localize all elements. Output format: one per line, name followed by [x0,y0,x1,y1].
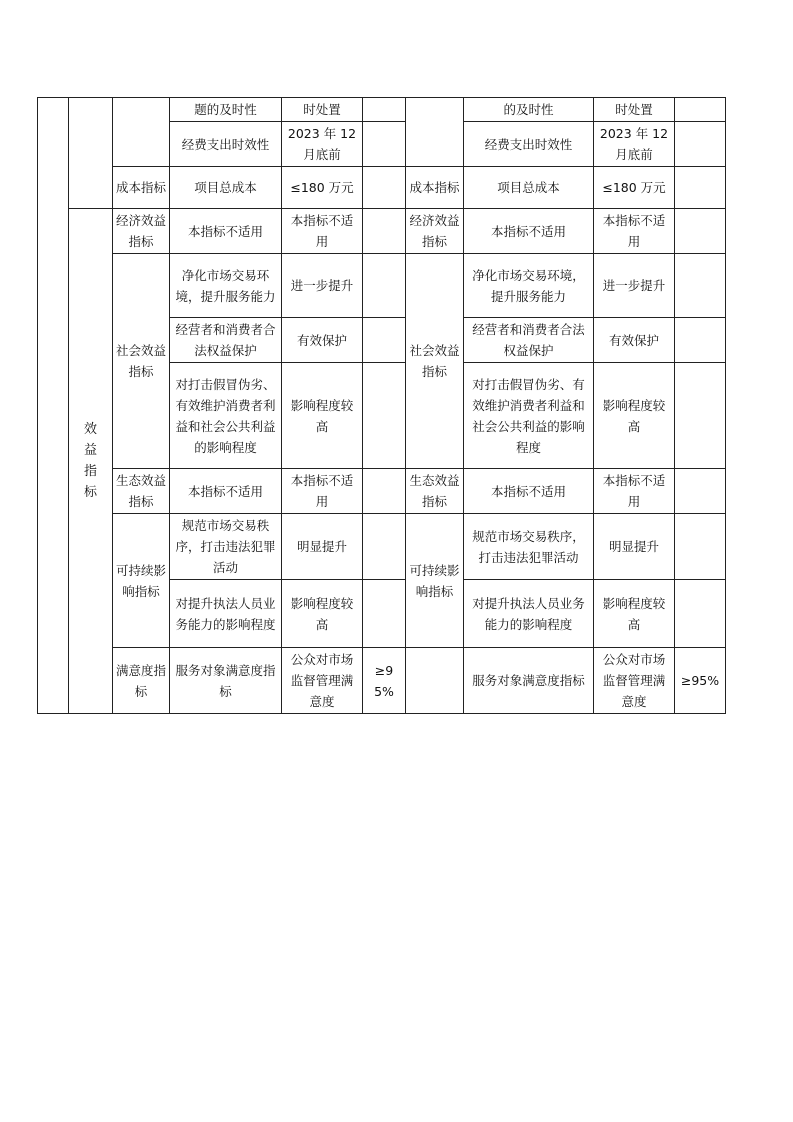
metric-cell-left: 对提升执法人员业务能力的影响程度 [170,580,282,648]
satisfaction-sub-cell-left: 服务对象满意度指标 [170,648,282,714]
blank-cell-right [675,209,726,254]
ecological-sub-cell-right: 生态效益指标 [406,469,464,514]
blank-cell-left [363,514,406,580]
value-cell-right: ≥95% [675,648,726,714]
cost-sub-cell-left: 成本指标 [113,167,170,209]
social-sub-cell-right: 社会效益指标 [406,254,464,469]
timeliness-sub-cell-left [113,98,170,167]
value-cell-right: ≤180 万元 [594,167,675,209]
blank-cell-left [363,254,406,318]
blank-cell-left [363,209,406,254]
value-cell-left: ≤180 万元 [282,167,363,209]
metric-cell-left: 本指标不适用 [170,469,282,514]
blank-cell-right [675,469,726,514]
value-cell-left: 本指标不适用 [282,469,363,514]
metric-cell-left: 本指标不适用 [170,209,282,254]
metric-cell-left: 经费支出时效性 [170,122,282,167]
satisfaction-sub-cell-right: 服务对象满意度指标 [464,648,594,714]
economic-sub-cell-right: 经济效益指标 [406,209,464,254]
ecological-sub-cell-left: 生态效益指标 [113,469,170,514]
table-row [38,98,726,122]
table-row [38,167,726,209]
value-cell-left: 有效保护 [282,318,363,363]
value-cell-left: 明显提升 [282,514,363,580]
metric-cell-right: 净化市场交易环境，提升服务能力 [464,254,594,318]
blank-cell-right [675,514,726,580]
social-sub-cell-left: 社会效益指标 [113,254,170,469]
value-cell-right: 时处置 [594,98,675,122]
metric-cell-left: 规范市场交易秩序，打击违法犯罪活动 [170,514,282,580]
output-category-cell [69,98,113,209]
blank-cell-left [363,122,406,167]
value-cell-right: 有效保护 [594,318,675,363]
metric-cell-right: 经营者和消费者合法权益保护 [464,318,594,363]
value-cell-left: 影响程度较高 [282,363,363,469]
blank-cell-right [675,167,726,209]
table-row [38,254,726,318]
outer-blank-cell [38,98,69,714]
value-cell-right: 进一步提升 [594,254,675,318]
metric-cell-right: 本指标不适用 [464,209,594,254]
metric-cell-right: 公众对市场监督管理满意度 [594,648,675,714]
metric-cell-right: 经费支出时效性 [464,122,594,167]
performance-indicator-table [37,97,726,714]
blank-cell-right [675,254,726,318]
value-cell-right: 2023 年 12 月底前 [594,122,675,167]
table-row [38,469,726,514]
blank-cell-left [363,580,406,648]
blank-cell-right [675,122,726,167]
metric-cell-left: 题的及时性 [170,98,282,122]
blank-cell-left [363,98,406,122]
economic-sub-cell-left: 经济效益指标 [113,209,170,254]
timeliness-sub-cell-right [406,98,464,167]
metric-cell-right: 项目总成本 [464,167,594,209]
blank-cell-right [675,580,726,648]
value-cell-right: 明显提升 [594,514,675,580]
table-row [38,514,726,580]
blank-cell-right [675,98,726,122]
table-row [38,209,726,254]
value-cell-right: 影响程度较高 [594,363,675,469]
metric-cell-right: 的及时性 [464,98,594,122]
metric-cell-left: 公众对市场监督管理满意度 [282,648,363,714]
blank-cell-left [363,469,406,514]
metric-cell-right: 本指标不适用 [464,469,594,514]
blank-cell-left [363,167,406,209]
benefit-category-cell: 效益指标 [69,209,113,714]
value-cell-right: 本指标不适用 [594,209,675,254]
value-cell-right: 影响程度较高 [594,580,675,648]
value-cell-left: 时处置 [282,98,363,122]
blank-cell-left [363,363,406,469]
metric-cell-left: 对打击假冒伪劣、有效维护消费者利益和社会公共利益的影响程度 [170,363,282,469]
metric-cell-left: 项目总成本 [170,167,282,209]
sustainable-sub-cell-right: 可持续影响指标 [406,514,464,648]
blank-cell-left [406,648,464,714]
blank-cell-right [675,318,726,363]
value-cell-left: 2023 年 12 月底前 [282,122,363,167]
value-cell-left: ≥95% [363,648,406,714]
value-cell-left: 进一步提升 [282,254,363,318]
blank-cell-right [675,363,726,469]
satisfaction-category-cell: 满意度指标 [113,648,170,714]
metric-cell-right: 规范市场交易秩序，打击违法犯罪活动 [464,514,594,580]
metric-cell-right: 对提升执法人员业务能力的影响程度 [464,580,594,648]
metric-cell-left: 净化市场交易环境，提升服务能力 [170,254,282,318]
table-row [38,648,726,714]
value-cell-left: 影响程度较高 [282,580,363,648]
metric-cell-right: 对打击假冒伪劣、有效维护消费者利益和社会公共利益的影响程度 [464,363,594,469]
cost-sub-cell-right: 成本指标 [406,167,464,209]
metric-cell-left: 经营者和消费者合法权益保护 [170,318,282,363]
blank-cell-left [363,318,406,363]
value-cell-right: 本指标不适用 [594,469,675,514]
value-cell-left: 本指标不适用 [282,209,363,254]
sustainable-sub-cell-left: 可持续影响指标 [113,514,170,648]
